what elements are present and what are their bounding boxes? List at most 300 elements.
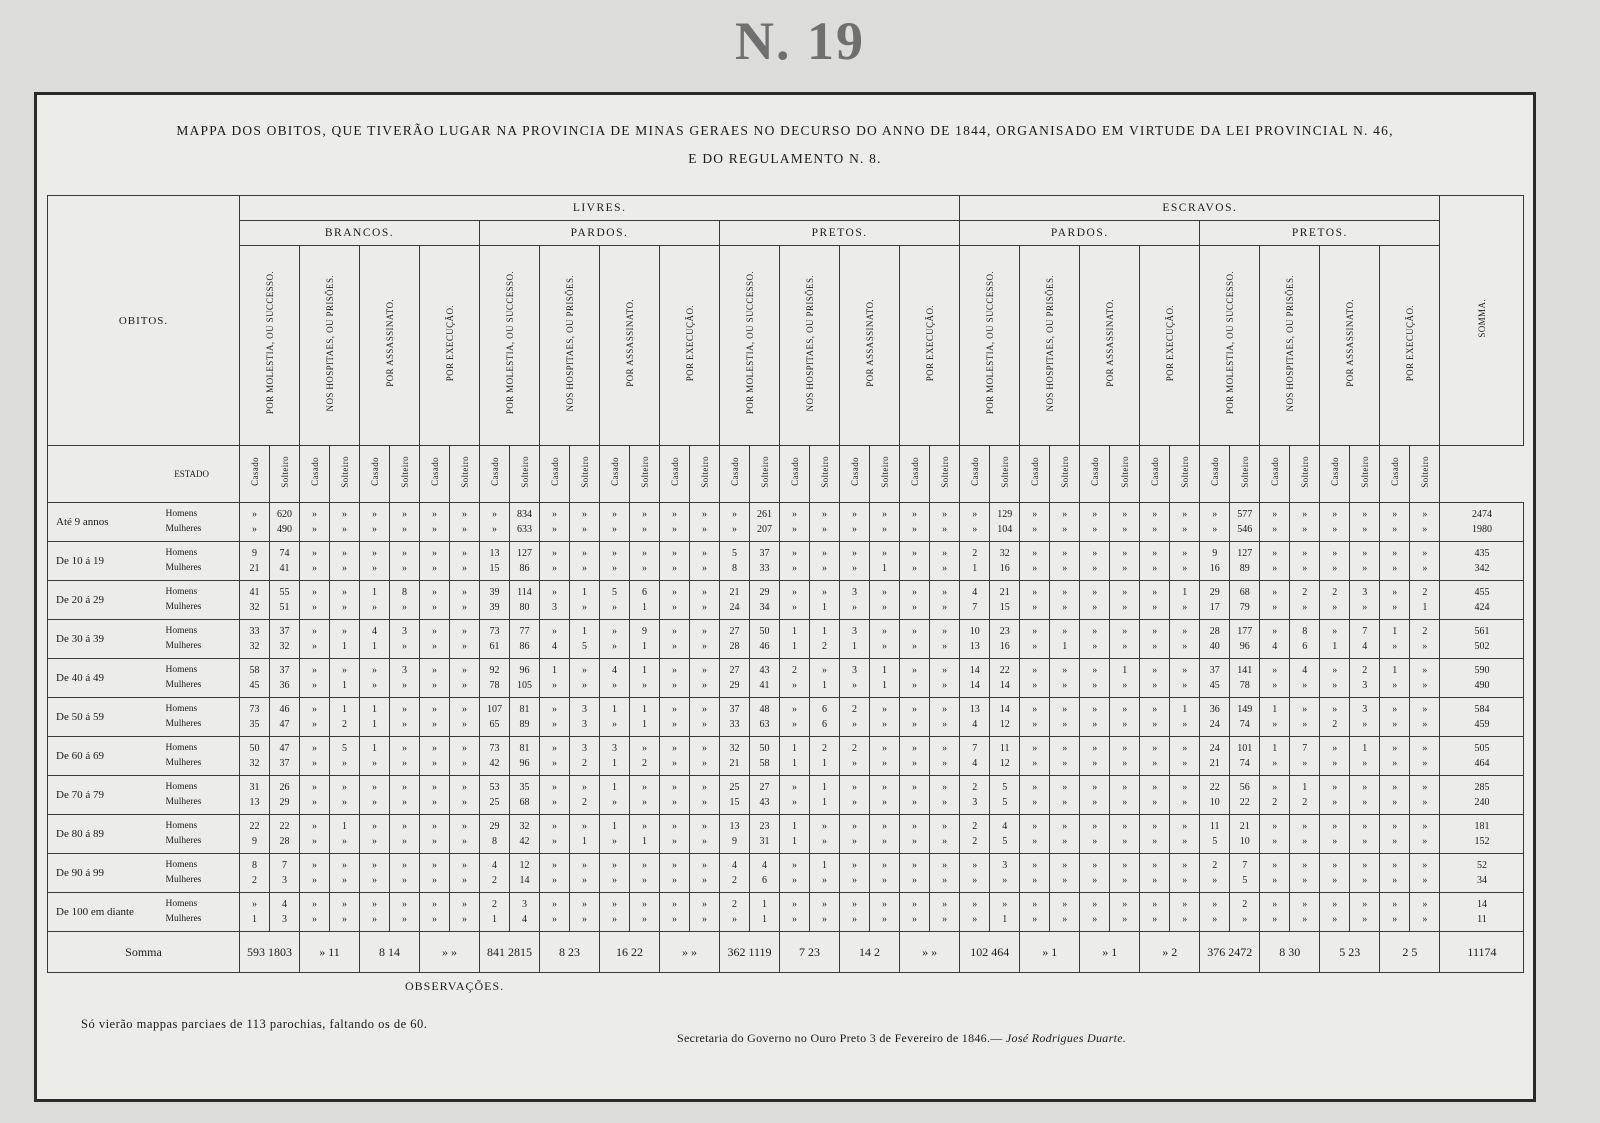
solteiro-header: Solteiro [930,446,960,503]
mulheres-value: 4 [1272,641,1278,652]
data-cell [1380,542,1410,581]
data-cell [660,737,690,776]
casado-header: Casado [1140,446,1170,503]
mulheres-value: » [1212,914,1218,925]
data-cell [300,542,330,581]
homens-value: 129 [997,509,1013,520]
mulheres-value: » [1122,914,1128,925]
mulheres-value: » [912,524,917,535]
homens-value: » [1302,704,1308,715]
homens-value: 37 [279,626,290,637]
data-cell [480,620,510,659]
homens-value: » [582,821,587,832]
homens-value: » [1092,704,1098,715]
homens-value: » [822,587,827,598]
homens-value: 3 [582,704,587,715]
mulheres-value: » [312,758,317,769]
data-cell [1200,737,1230,776]
mulheres-value: 1 [612,758,617,769]
homens-value: » [792,548,797,559]
mulheres-value: » [642,914,647,925]
data-cell [1290,503,1320,542]
homens-value: 50 [759,743,770,754]
solteiro-header: Solteiro [390,446,420,503]
mulheres-value: » [642,563,647,574]
data-cell [780,698,810,737]
homens-value: 22 [1209,782,1220,793]
data-cell [1320,581,1350,620]
homens-value: » [1422,899,1428,910]
mulheres-value: » [1302,524,1308,535]
data-cell [480,776,510,815]
data-cell [870,854,900,893]
homens-value: » [882,548,887,559]
data-cell [630,737,660,776]
homens-value: » [1182,782,1188,793]
data-cell [1050,620,1080,659]
data-cell [1230,893,1260,932]
homens-value: » [1392,899,1398,910]
total-cell: 2 5 [1380,932,1440,973]
mulheres-value: 4 [1362,641,1368,652]
data-cell [960,893,990,932]
homens-value: 27 [759,782,770,793]
data-cell [780,854,810,893]
data-cell [450,620,480,659]
mulheres-value: 21 [1209,758,1220,769]
data-cell [240,854,270,893]
data-cell [990,581,1020,620]
data-cell [1110,620,1140,659]
mulheres-value: » [672,524,677,535]
homens-value: » [1062,587,1068,598]
mulheres-value: » [1062,914,1068,925]
mulheres-value: » [462,797,467,808]
homens-value: » [552,509,557,520]
homens-value: » [1272,548,1278,559]
data-cell [870,776,900,815]
mulheres-value: » [1182,641,1188,652]
homens-value: 39 [489,587,500,598]
mulheres-value: 1 [342,641,347,652]
mulheres-value: 46 [759,641,770,652]
data-cell [750,620,780,659]
mulheres-value: » [882,641,887,652]
homens-value: 2 [1302,587,1308,598]
data-cell [1290,854,1320,893]
homens-value: » [822,509,827,520]
data-cell [510,542,540,581]
homens-value: » [642,782,647,793]
mulheres-label: Mulheres [165,758,202,768]
table-row [48,737,1524,776]
data-cell [1350,815,1380,854]
mulheres-value: » [312,563,317,574]
mulheres-value: » [1092,875,1098,886]
mulheres-value: » [612,563,617,574]
data-cell [510,620,540,659]
data-cell [450,893,480,932]
homens-value: » [1422,860,1428,871]
data-cell [810,854,840,893]
homens-value: 8 [402,587,407,598]
homens-value: » [432,704,437,715]
mulheres-value: 13 [249,797,260,808]
mulheres-value: 29 [729,680,740,691]
data-cell [930,698,960,737]
data-cell [1260,854,1290,893]
mulheres-value: » [1272,914,1278,925]
data-cell [960,776,990,815]
data-cell [960,581,990,620]
mulheres-value: 24 [729,602,740,613]
data-cell [1260,620,1290,659]
data-cell [420,620,450,659]
homens-value: » [852,860,857,871]
somma-mulheres: 464 [1474,758,1490,769]
solteiro-header: Solteiro [990,446,1020,503]
mulheres-value: » [792,719,797,730]
data-cell [300,698,330,737]
mulheres-value: » [1392,836,1398,847]
homens-value: » [1092,626,1098,637]
mulheres-value: » [672,836,677,847]
homens-value: 5 [1002,782,1008,793]
data-cell [1320,893,1350,932]
data-cell [1320,503,1350,542]
mulheres-value: » [642,680,647,691]
table-row [48,815,1524,854]
data-cell [690,620,720,659]
mulheres-value: 74 [1239,758,1250,769]
data-cell [660,815,690,854]
mulheres-value: » [642,875,647,886]
cause-header: POR EXECUÇÃO. [420,246,480,446]
mulheres-value: 34 [759,602,770,613]
data-cell [600,659,630,698]
mulheres-label: Mulheres [165,797,202,807]
mulheres-value: » [342,602,347,613]
mulheres-value: » [1152,914,1158,925]
data-cell [1110,581,1140,620]
mulheres-value: 78 [1239,680,1250,691]
homens-value: » [1122,509,1128,520]
somma-mulheres: 502 [1474,641,1490,652]
cause-header: POR ASSASSINATO. [840,246,900,446]
data-cell [330,698,360,737]
homens-value: 58 [249,665,260,676]
mulheres-value: » [702,719,707,730]
somma-mulheres: 490 [1474,680,1490,691]
casado-header: Casado [1320,446,1350,503]
data-cell [660,776,690,815]
data-cell [360,503,390,542]
mulheres-value: 4 [522,914,527,925]
mulheres-value: » [852,914,857,925]
homens-value: 4 [732,860,737,871]
data-cell [300,893,330,932]
mulheres-value: 5 [1002,836,1008,847]
mulheres-value: » [1002,875,1008,886]
mulheres-value: 39 [489,602,500,613]
somma-mulheres: 240 [1474,797,1490,808]
livres-pardos-header: PARDOS. [480,221,720,246]
data-cell [270,659,300,698]
mulheres-value: » [1092,758,1098,769]
homens-value: » [1032,704,1038,715]
data-cell [600,776,630,815]
mulheres-value: » [342,797,347,808]
homens-value: » [462,782,467,793]
mulheres-value: » [252,524,257,535]
mulheres-value: » [912,680,917,691]
data-cell [900,542,930,581]
homens-value: 1 [1392,665,1398,676]
homens-value: » [1182,860,1188,871]
casado-header: Casado [480,446,510,503]
homens-value: 1 [642,704,647,715]
data-cell [1080,776,1110,815]
mulheres-value: 40 [1209,641,1220,652]
homens-value: » [1062,899,1068,910]
data-cell [1290,698,1320,737]
homens-value: » [972,509,978,520]
mulheres-value: » [1062,758,1068,769]
homens-value: » [1392,860,1398,871]
data-cell [870,620,900,659]
data-cell [720,854,750,893]
mulheres-value: » [582,914,587,925]
homens-value: 114 [517,587,532,598]
mulheres-value: » [1392,680,1398,691]
data-cell [720,581,750,620]
data-cell [390,737,420,776]
solteiro-header: Solteiro [1410,446,1440,503]
mulheres-value: 2 [732,875,737,886]
homens-value: » [1122,782,1128,793]
homens-value: » [882,626,887,637]
data-cell [1380,659,1410,698]
homens-value: 4 [282,899,287,910]
mulheres-value: 1 [642,641,647,652]
homens-value: » [612,509,617,520]
row-somma [1440,542,1524,581]
homens-value: » [672,821,677,832]
mulheres-value: » [672,563,677,574]
data-cell [1230,542,1260,581]
data-cell [810,503,840,542]
data-cell [600,854,630,893]
homens-value: » [342,665,347,676]
homens-value: » [1272,821,1278,832]
observacoes-title: OBSERVAÇÕES. [405,979,505,993]
row-somma [1440,659,1524,698]
mulheres-value: 8 [732,563,737,574]
data-cell [960,620,990,659]
grand-total: 11174 [1440,932,1524,973]
data-cell [1080,854,1110,893]
homens-value: 48 [759,704,770,715]
data-cell [600,698,630,737]
mulheres-value: » [822,524,827,535]
homens-value: 6 [642,587,647,598]
mulheres-value: » [612,836,617,847]
sex-labels [166,698,240,737]
homens-value: » [462,860,467,871]
mulheres-value: » [1182,602,1188,613]
data-cell [1020,503,1050,542]
homens-value: » [312,782,317,793]
homens-value: » [1302,548,1308,559]
mulheres-value: 1 [582,836,587,847]
mulheres-label: Mulheres [165,914,202,924]
mulheres-value: » [372,680,377,691]
data-cell [1410,698,1440,737]
mulheres-value: » [1182,797,1188,808]
mulheres-value: 10 [1239,836,1250,847]
homens-value: 11 [1209,821,1220,832]
age-group-label: De 80 á 89 [48,815,166,854]
mulheres-value: » [552,836,557,847]
data-cell [1380,581,1410,620]
data-cell [750,542,780,581]
data-cell [660,542,690,581]
homens-value: 2 [1362,665,1368,676]
mulheres-value: 16 [999,641,1010,652]
mulheres-value: » [1362,719,1368,730]
mulheres-value: 14 [999,680,1010,691]
mulheres-value: » [1302,680,1308,691]
homens-value: » [552,821,557,832]
homens-value: » [612,899,617,910]
age-group-label: Até 9 annos [48,503,166,542]
data-cell [870,893,900,932]
homens-value: 1 [1362,743,1368,754]
mulheres-value: 61 [489,641,500,652]
homens-value: » [462,509,467,520]
mulheres-value: » [1422,524,1428,535]
mulheres-value: » [1302,719,1308,730]
somma-homens: 505 [1474,743,1490,754]
mulheres-value: » [342,875,347,886]
data-cell [1200,698,1230,737]
data-cell [1110,854,1140,893]
homens-value: 35 [519,782,530,793]
data-cell [690,737,720,776]
mulheres-value: 25 [489,797,500,808]
mulheres-value: 9 [252,836,257,847]
homens-value: 53 [489,782,500,793]
mulheres-value: 5 [1002,797,1008,808]
mulheres-value: » [312,641,317,652]
data-cell [990,659,1020,698]
homens-value: 10 [969,626,980,637]
solteiro-header: Solteiro [1050,446,1080,503]
homens-value: » [342,860,347,871]
mulheres-value: » [312,797,317,808]
mulheres-value: » [1332,875,1338,886]
signature-block [677,1031,1126,1046]
mulheres-value: » [822,563,827,574]
mulheres-value: 2 [822,641,827,652]
mulheres-value: 4 [972,719,978,730]
somma-mulheres: 11 [1477,914,1487,925]
mulheres-value: » [432,524,437,535]
mulheres-value: » [1122,641,1128,652]
data-cell [1170,737,1200,776]
data-cell [1170,776,1200,815]
mulheres-value: » [732,524,737,535]
mulheres-value: » [1152,680,1158,691]
mulheres-value: 1 [822,797,827,808]
casado-header: Casado [660,446,690,503]
data-cell [360,854,390,893]
age-group-label: De 100 em diante [48,893,166,932]
mulheres-value: 3 [552,602,557,613]
data-cell [1380,893,1410,932]
homens-value: 9 [642,626,647,637]
mulheres-value: » [402,758,407,769]
data-cell [1350,854,1380,893]
homens-value: 3 [402,626,407,637]
homens-label: Homens [165,704,198,714]
sex-labels [166,620,240,659]
homens-value: 73 [489,626,500,637]
homens-value: » [432,665,437,676]
mulheres-value: » [1062,719,1068,730]
homens-value: 1 [642,665,647,676]
casado-header: Casado [900,446,930,503]
mulheres-value: 1 [822,680,827,691]
homens-value: 1 [1302,782,1308,793]
data-cell [1320,815,1350,854]
mulheres-value: 3 [282,914,287,925]
signature-place-date: Secretaria do Governo no Ouro Preto 3 de Fevereiro de 1846.— [677,1031,1003,1045]
mulheres-value: 42 [489,758,500,769]
data-cell [810,581,840,620]
data-cell [1260,659,1290,698]
data-cell [1170,815,1200,854]
homens-value: » [582,548,587,559]
homens-value: » [1032,587,1038,598]
homens-value: » [1332,782,1338,793]
homens-value: 101 [1237,743,1253,754]
mulheres-value: 546 [1237,524,1253,535]
homens-value: » [1182,899,1188,910]
homens-value: » [1032,899,1038,910]
homens-value: 1 [612,704,617,715]
homens-value: » [1032,743,1038,754]
homens-value: » [852,782,857,793]
data-cell [930,659,960,698]
table-row [48,659,1524,698]
homens-value: » [462,548,467,559]
data-cell [510,698,540,737]
mulheres-value: » [702,875,707,886]
homens-value: » [1062,821,1068,832]
mulheres-value: 45 [249,680,260,691]
row-somma [1440,503,1524,542]
homens-value: 22 [279,821,290,832]
data-cell [1080,542,1110,581]
homens-value: » [942,509,948,520]
homens-value: » [1392,509,1398,520]
homens-value: » [1422,548,1428,559]
data-cell [840,659,870,698]
homens-value: 8 [1302,626,1308,637]
data-cell [330,542,360,581]
data-cell [480,854,510,893]
